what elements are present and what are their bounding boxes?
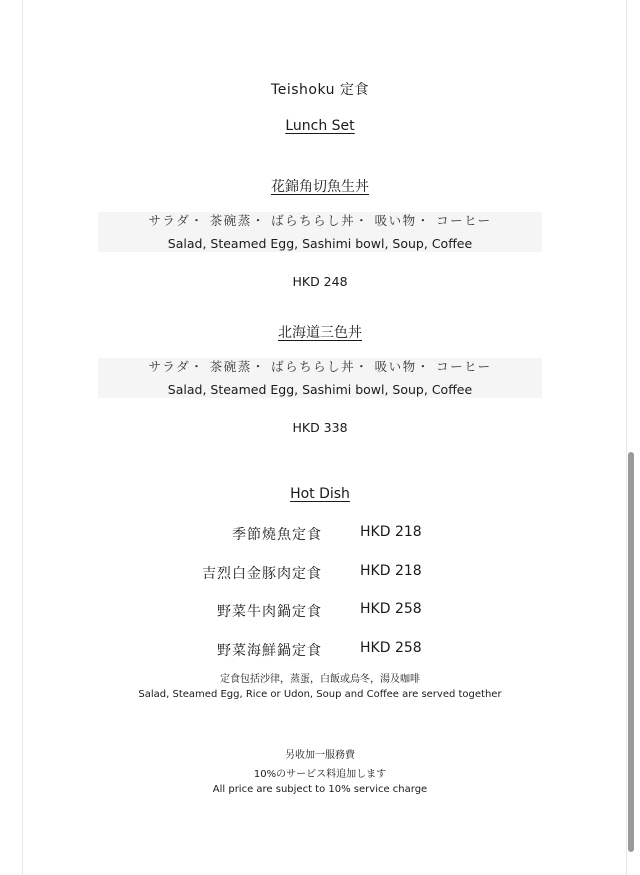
hot-dish-heading: Hot Dish [290,486,350,502]
menu-title: Teishoku 定食 [271,82,369,98]
set-1-name: 花錦角切魚生丼 [271,179,369,195]
hot-dish-note-zh: 定食包括沙律，蒸蛋，白飯或烏冬，湯及咖啡 [220,674,420,685]
hot-dish-1-name: 季節燒魚定食 [232,527,322,543]
hot-dish-1-price: HKD 218 [360,524,422,540]
service-charge-en: All price are subject to 10% service charge [212,784,428,795]
hot-dish-4-price: HKD 258 [360,640,422,656]
service-charge-zh: 另收加一服務費 [285,750,355,761]
hot-dish-3-name: 野菜牛肉鍋定食 [217,604,322,620]
set-1-items-en: Salad, Steamed Egg, Sashimi bowl, Soup, Coffee [167,236,473,251]
hot-dish-note-en: Salad, Steamed Egg, Rice or Udon, Soup and Coffee are served together [138,689,502,700]
hot-dish-3-price: HKD 258 [360,601,422,617]
hot-dish-2-price: HKD 218 [360,563,422,579]
hot-dish-4-name: 野菜海鮮鍋定食 [217,643,322,659]
lunch-set-heading: Lunch Set [285,118,355,134]
hot-dish-2-name: 吉烈白金豚肉定食 [202,566,322,582]
set-2-price: HKD 338 [292,420,348,435]
set-2-items-en: Salad, Steamed Egg, Sashimi bowl, Soup, Coffee [167,382,473,397]
set-2-items-jp: サラダ・ 茶碗蒸・ ばらちらし丼・ 吸い物・ コーヒー [148,359,492,374]
service-charge-jp: 10%のサービス料追加します [253,769,387,780]
set-2-name: 北海道三色丼 [278,325,362,341]
set-1-price: HKD 248 [292,274,348,289]
set-1-items-jp: サラダ・ 茶碗蒸・ ばらちらし丼・ 吸い物・ コーヒー [148,213,492,228]
